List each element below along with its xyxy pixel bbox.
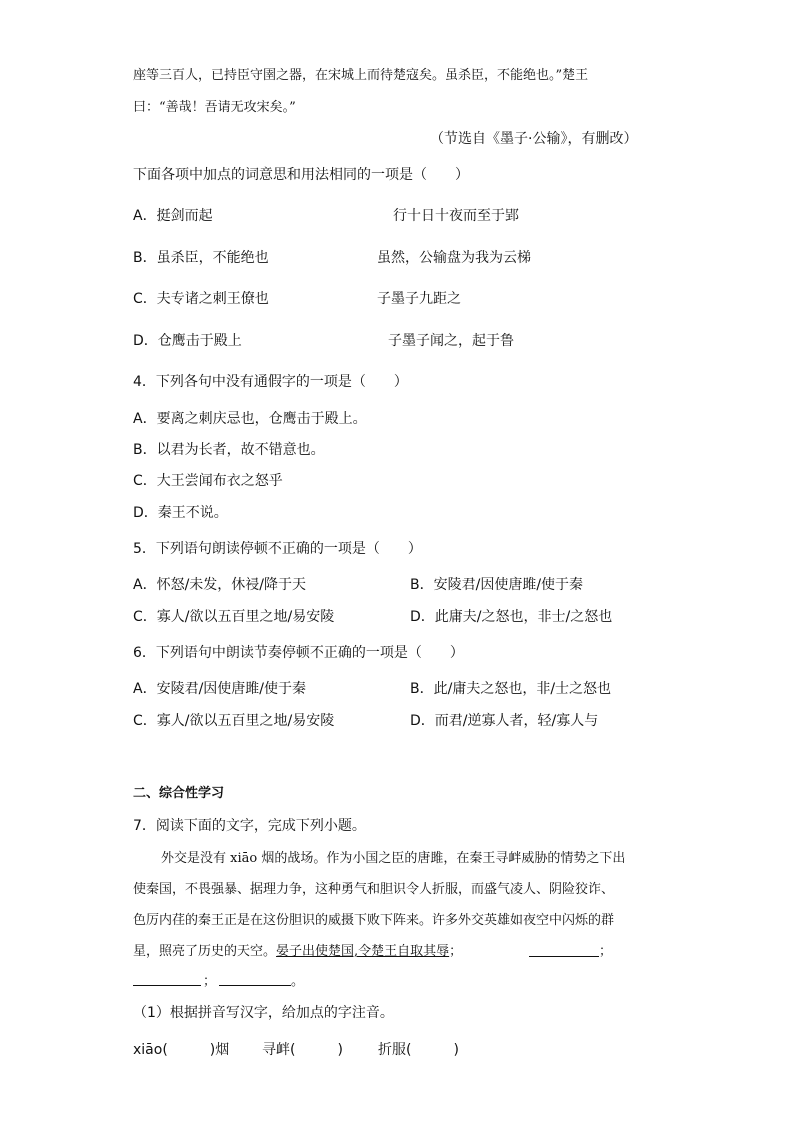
q3-option-d-left: D．仓鹰击于殿上 — [133, 333, 242, 349]
q5-option-b: B．安陵君/因使唐雎/使于秦 — [410, 577, 584, 593]
paragraph-line-1: 外交是没有 xiāo 烟的战场。作为小国之臣的唐雎，在秦王寻衅威胁的情势之下出 — [161, 851, 626, 866]
pinyin-item-2[interactable]: 寻衅( ) — [262, 1042, 343, 1058]
q6-option-a: A．安陵君/因使唐雎/使于秦 — [133, 681, 307, 697]
q5-stem: 5．下列语句朗读停顿不正确的一项是（ ） — [133, 541, 422, 557]
semicolon-3: ； — [203, 974, 217, 989]
q5-option-c: C．寡人/欲以五百里之地/易安陵 — [133, 609, 335, 625]
q3-option-d-right: 子墨子闻之，起于鲁 — [388, 333, 514, 349]
paragraph-line-4-text: 星，照亮了历史的天空。 — [133, 944, 277, 959]
q5-option-a: A．怀怒/未发，休祲/降于天 — [133, 577, 307, 593]
sub-question-1: （1）根据拼音写汉字，给加点的字注音。 — [133, 1005, 394, 1021]
q3-option-b-left: B．虽杀臣，不能绝也 — [133, 250, 269, 266]
paragraph-line-2: 使秦国，不畏强暴、据理力争，这种勇气和胆识令人折服，而盛气凌人、阴险狡诈、 — [133, 882, 615, 897]
q6-option-c: C．寡人/欲以五百里之地/易安陵 — [133, 713, 335, 729]
answer-blank-1[interactable] — [529, 942, 599, 957]
q4-option-c: C．大王尝闻布衣之怒乎 — [133, 473, 283, 489]
q7-stem: 7．阅读下面的文字，完成下列小题。 — [133, 818, 366, 834]
q4-option-d: D．秦王不说。 — [133, 505, 228, 521]
paragraph-line-3: 色厉内荏的秦王正是在这份胆识的威摄下败下阵来。许多外交英雄如夜空中闪烁的群 — [133, 913, 615, 928]
pinyin-item-1[interactable]: xiāo( )烟 — [133, 1042, 230, 1058]
q6-stem: 6．下列语句中朗读节奏停顿不正确的一项是（ ） — [133, 645, 464, 661]
section-heading: 二、综合性学习 — [133, 786, 225, 801]
passage-line-1: 座等三百人，已持臣守圉之器，在宋城上而待楚寇矣。虽杀臣，不能绝也。”楚王 — [133, 68, 589, 83]
semicolon-2: ； — [599, 944, 613, 959]
underlined-example: 晏子出使楚国,令楚王自取其辱 — [276, 944, 450, 959]
q3-option-c-right: 子墨子九距之 — [377, 291, 461, 307]
semicolon-1: ； — [449, 944, 463, 959]
period-mark: 。 — [291, 974, 305, 989]
passage-source: （节选自《墨子·公输》，有删改） — [430, 131, 638, 147]
pinyin-item-3[interactable]: 折服( ) — [378, 1042, 459, 1058]
q4-option-b: B．以君为长者，故不错意也。 — [133, 442, 325, 458]
q5-option-d: D．此庸夫/之怒也，非士/之怒也 — [410, 609, 613, 625]
q3-option-a-left: A．挺剑而起 — [133, 208, 213, 224]
q6-option-b: B．此/庸夫之怒也，非/士之怒也 — [410, 681, 612, 697]
paragraph-line-4 — [133, 942, 462, 962]
q4-stem: 4．下列各句中没有通假字的一项是（ ） — [133, 374, 408, 390]
passage-line-2: 曰：“善哉！吾请无攻宋矣。” — [133, 100, 296, 115]
q3-option-b-right: 虽然，公输盘为我为云梯 — [377, 250, 531, 266]
answer-blank-3[interactable] — [219, 971, 291, 986]
q6-option-d: D．而君/逆寡人者，轻/寡人与 — [410, 713, 599, 729]
q3-stem: 下面各项中加点的词意思和用法相同的一项是（ ） — [133, 167, 469, 183]
answer-blank-2[interactable] — [133, 971, 201, 986]
q3-option-a-right: 行十日十夜而至于郢 — [393, 208, 519, 224]
q4-option-a: A．要离之刺庆忌也，仓鹰击于殿上。 — [133, 411, 367, 427]
q3-option-c-left: C．夫专诸之刺王僚也 — [133, 291, 269, 307]
